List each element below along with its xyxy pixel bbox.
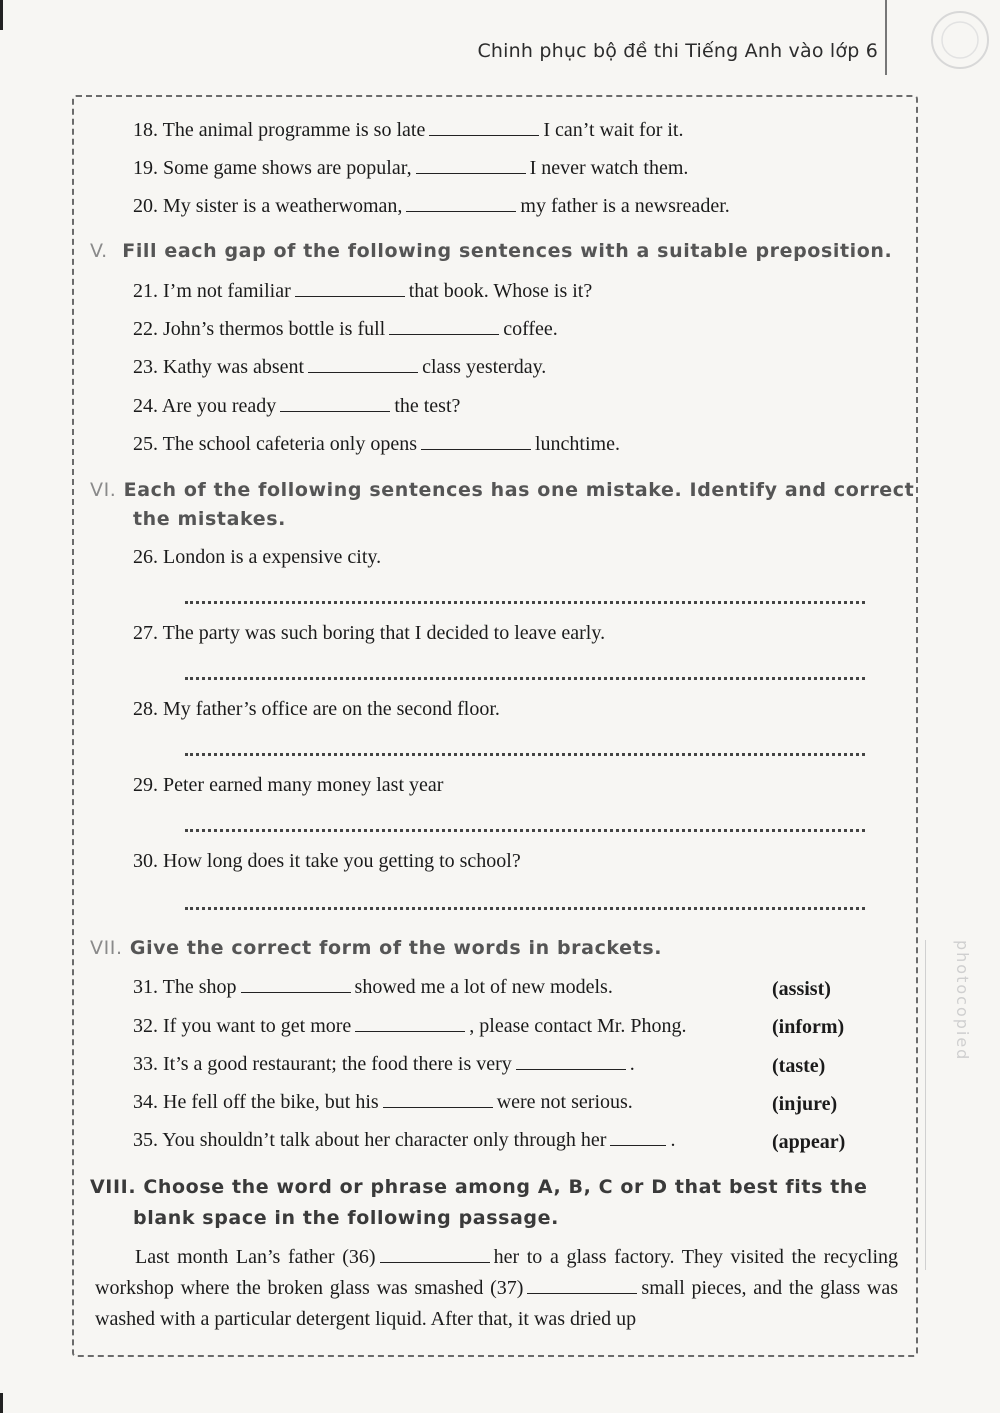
crop-mark-top — [0, 0, 9, 30]
page-header: Chinh phục bộ đề thi Tiếng Anh vào lớp 6 — [477, 40, 878, 62]
answer-blank[interactable] — [355, 1013, 465, 1032]
question-19: 19. Some game shows are popular, I never watch them. — [133, 157, 689, 179]
question-29: 29. Peter earned many money last year — [133, 774, 444, 796]
question-27: 27. The party was such boring that I decided to leave early. — [133, 622, 606, 644]
answer-line-29[interactable] — [185, 825, 865, 832]
question-21: 21. I’m not familiar that book. Whose is it? — [133, 280, 593, 302]
answer-line-27[interactable] — [185, 673, 865, 680]
question-34: 34. He fell off the bike, but his were not serious. — [133, 1091, 633, 1113]
question-18: 18. The animal programme is so late I can’t wait for it. — [133, 119, 684, 141]
answer-blank[interactable] — [280, 393, 390, 412]
question-22: 22. John’s thermos bottle is full coffee. — [133, 318, 558, 340]
section-vi-heading: VI. Each of the following sentences has one mistake. Identify and correct — [90, 479, 915, 501]
answer-blank[interactable] — [389, 316, 499, 335]
question-24: 24. Are you ready the test? — [133, 395, 461, 417]
answer-blank[interactable] — [516, 1051, 626, 1070]
question-28: 28. My father’s office are on the second floor. — [133, 698, 500, 720]
question-35: 35. You shouldn’t talk about her character only through her . — [133, 1129, 676, 1151]
question-30: 30. How long does it take you getting to school? — [133, 850, 521, 872]
answer-blank[interactable] — [406, 193, 516, 212]
corner-emblem-icon — [900, 0, 1000, 100]
question-23: 23. Kathy was absent class yesterday. — [133, 356, 547, 378]
answer-blank[interactable] — [383, 1089, 493, 1108]
answer-blank[interactable] — [308, 354, 418, 373]
question-31: 31. The shop showed me a lot of new models. — [133, 976, 613, 998]
word-hint-32: (inform) — [772, 1016, 845, 1038]
question-20: 20. My sister is a weatherwoman, my father is a newsreader. — [133, 195, 730, 217]
section-vii-heading: VII. Give the correct form of the words in brackets. — [90, 937, 663, 959]
answer-blank-36[interactable] — [380, 1244, 490, 1263]
word-hint-31: (assist) — [772, 978, 831, 1000]
answer-blank[interactable] — [416, 155, 526, 174]
section-viii-heading: VIII. Choose the word or phrase among A, B, C or D that best fits the — [90, 1176, 868, 1198]
answer-line-26[interactable] — [185, 597, 865, 604]
section-vi-heading-cont: the mistakes. — [133, 508, 286, 530]
answer-blank[interactable] — [429, 117, 539, 136]
word-hint-34: (injure) — [772, 1093, 838, 1115]
word-hint-35: (appear) — [772, 1131, 846, 1153]
question-25: 25. The school cafeteria only opens lunchtime. — [133, 433, 620, 455]
question-26: 26. London is a expensive city. — [133, 546, 382, 568]
passage-text: Last month Lan’s father (36) her to a glass factory. They visited the recycling workshop where the broken glass was smashed (37) small pieces, and the glass was washed with a particular detergent liquid. After that, it was dried up — [95, 1246, 899, 1330]
answer-line-30[interactable] — [185, 903, 865, 910]
question-33: 33. It’s a good restaurant; the food there is very . — [133, 1053, 635, 1075]
answer-blank[interactable] — [610, 1127, 666, 1146]
answer-blank[interactable] — [421, 431, 531, 450]
answer-blank-37[interactable] — [527, 1275, 637, 1294]
section-viii-heading-cont: blank space in the following passage. — [133, 1207, 559, 1229]
answer-blank[interactable] — [295, 278, 405, 297]
corner-line — [885, 0, 890, 75]
side-watermark: photocopied — [925, 940, 972, 1270]
answer-line-28[interactable] — [185, 749, 865, 756]
question-32: 32. If you want to get more , please contact Mr. Phong. — [133, 1015, 687, 1037]
answer-blank[interactable] — [241, 974, 351, 993]
section-v-heading: V. Fill each gap of the following sentences with a suitable preposition. — [90, 240, 893, 262]
crop-mark-bottom — [0, 1393, 9, 1413]
word-hint-33: (taste) — [772, 1055, 826, 1077]
